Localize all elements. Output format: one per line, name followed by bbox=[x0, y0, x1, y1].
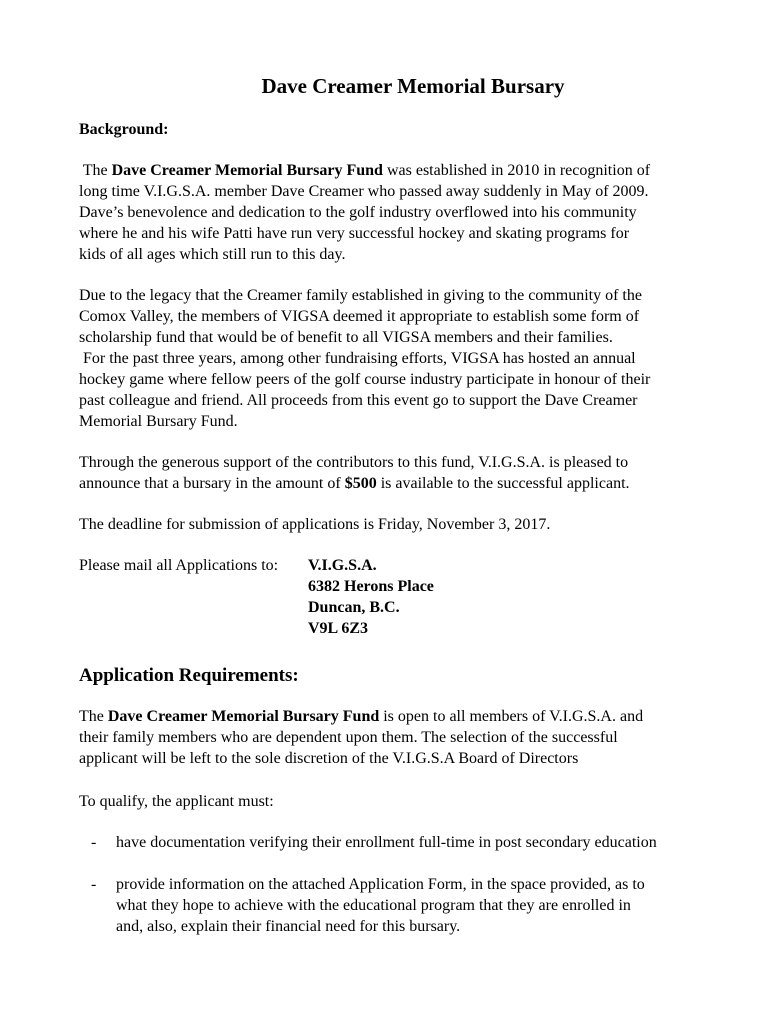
list-item-line: and, also, explain their financial need for this bursary. bbox=[116, 918, 461, 935]
list-item-line: have documentation verifying their enrollment full-time in post secondary education bbox=[116, 834, 657, 851]
text-run: The bbox=[79, 708, 108, 725]
paragraph-line: applicant will be left to the sole discretion of the V.I.G.S.A Board of Directors bbox=[79, 750, 579, 767]
address-street: 6382 Herons Place bbox=[308, 578, 434, 595]
bursary-amount: $500 bbox=[344, 475, 377, 492]
paragraph-line: hockey game where fellow peers of the golf course industry participate in honour of their bbox=[79, 371, 651, 388]
paragraph-line: scholarship fund that would be of benefit to all VIGSA members and their families. bbox=[79, 329, 613, 346]
address-name: V.I.G.S.A. bbox=[308, 557, 377, 574]
mail-label: Please mail all Applications to: bbox=[79, 557, 279, 574]
paragraph-line: Comox Valley, the members of VIGSA deemed it appropriate to establish some form of bbox=[79, 308, 640, 325]
text-run: is available to the successful applicant. bbox=[376, 475, 630, 492]
background-heading: Background: bbox=[79, 121, 169, 138]
paragraph-line: their family members who are dependent upon them. The selection of the successful bbox=[79, 729, 618, 746]
bullet-dash: - bbox=[91, 834, 97, 851]
qualify-intro: To qualify, the applicant must: bbox=[79, 793, 274, 810]
paragraph-amount bbox=[79, 452, 729, 494]
paragraph-line: where he and his wife Patti have run very successful hockey and skating programs for bbox=[79, 225, 630, 242]
paragraph-eligibility bbox=[79, 706, 729, 769]
text-run: announce that a bursary in the amount of bbox=[79, 475, 345, 492]
list-item bbox=[116, 874, 736, 937]
address-city: Duncan, B.C. bbox=[308, 599, 400, 616]
text-run: is open to all members of V.I.G.S.A. and bbox=[379, 708, 644, 725]
list-item bbox=[116, 832, 736, 853]
requirements-heading: Application Requirements: bbox=[79, 665, 299, 686]
paragraph-line: kids of all ages which still run to this day. bbox=[79, 246, 346, 263]
list-item-line: provide information on the attached Application Form, in the space provided, as to bbox=[116, 876, 645, 893]
paragraph-line bbox=[79, 706, 729, 727]
address-postal: V9L 6Z3 bbox=[308, 620, 369, 637]
fund-name: Dave Creamer Memorial Bursary Fund bbox=[111, 162, 383, 179]
text-run: was established in 2010 in recognition of bbox=[382, 162, 651, 179]
document-title: Dave Creamer Memorial Bursary bbox=[261, 74, 565, 98]
bullet-dash: - bbox=[91, 876, 97, 893]
paragraph-line: Dave’s benevolence and dedication to the golf industry overflowed into his community bbox=[79, 204, 637, 221]
paragraph-line bbox=[79, 160, 729, 181]
paragraph-legacy bbox=[79, 285, 729, 432]
paragraph-line: Memorial Bursary Fund. bbox=[79, 413, 238, 430]
paragraph-line: Due to the legacy that the Creamer family established in giving to the community of the bbox=[79, 287, 642, 304]
deadline-text: The deadline for submission of applications is Friday, November 3, 2017. bbox=[79, 516, 551, 533]
text-run: The bbox=[79, 162, 112, 179]
list-item-line: what they hope to achieve with the educational program that they are enrolled in bbox=[116, 897, 631, 914]
paragraph-background bbox=[79, 160, 729, 265]
paragraph-line: Through the generous support of the contributors to this fund, V.I.G.S.A. is pleased to bbox=[79, 454, 629, 471]
paragraph-line: past colleague and friend. All proceeds from this event go to support the Dave Creamer bbox=[79, 392, 638, 409]
paragraph-line: For the past three years, among other fundraising efforts, VIGSA has hosted an annual bbox=[79, 350, 636, 367]
fund-name: Dave Creamer Memorial Bursary Fund bbox=[107, 708, 380, 725]
paragraph-line: long time V.I.G.S.A. member Dave Creamer who passed away suddenly in May of 2009. bbox=[79, 183, 649, 200]
paragraph-line bbox=[79, 473, 729, 494]
